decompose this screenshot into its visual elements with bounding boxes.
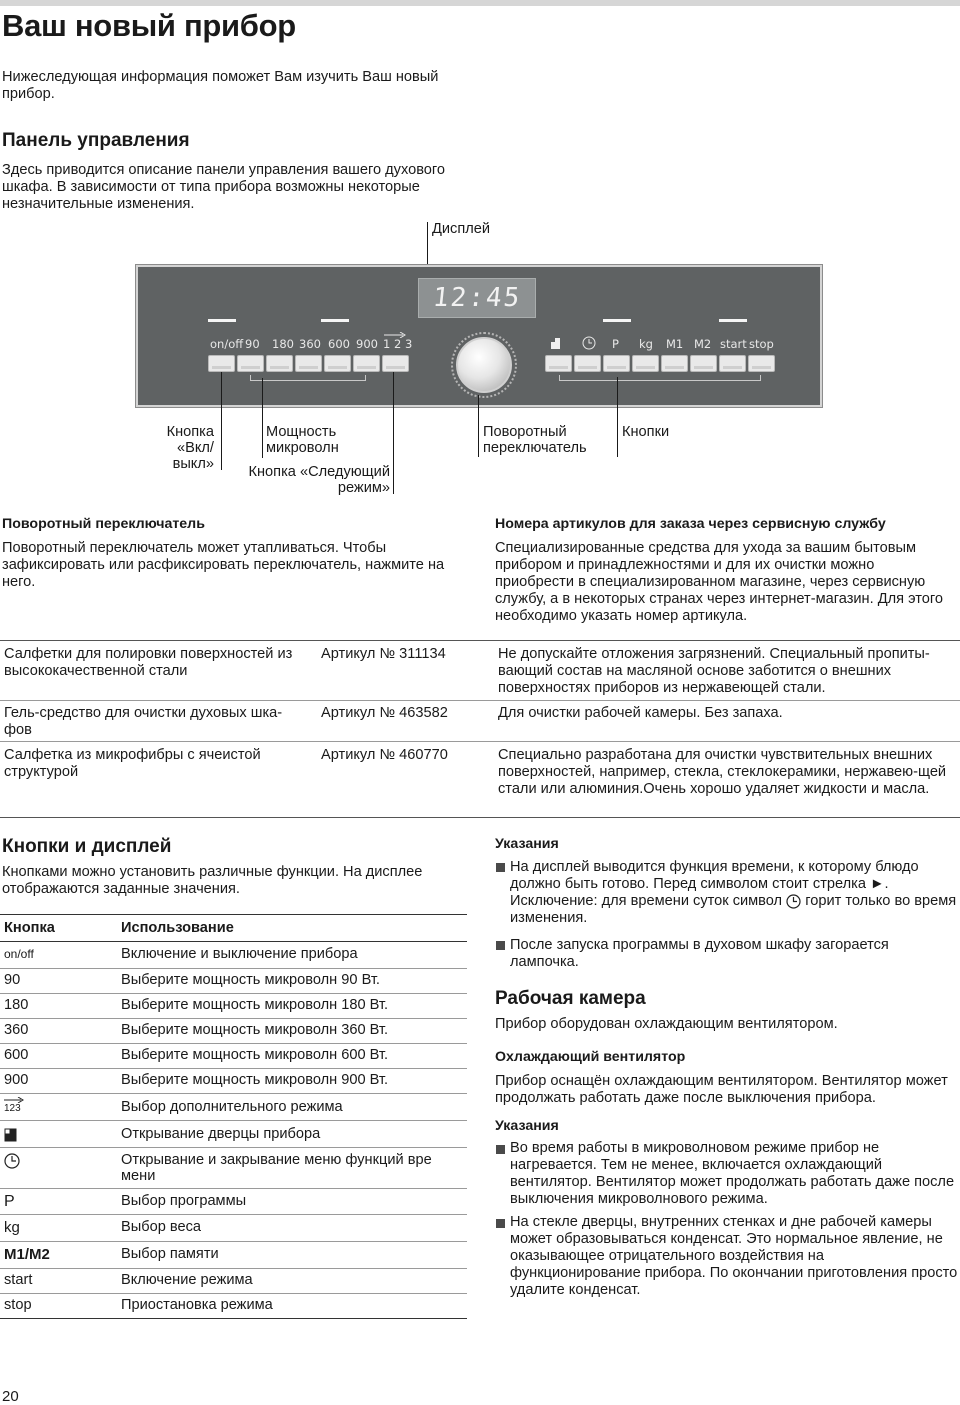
power-callout: Мощность микроволн bbox=[266, 424, 339, 456]
button-m1 bbox=[661, 355, 688, 372]
next-mode-leader-line bbox=[393, 372, 394, 494]
label-stop: stop bbox=[749, 337, 774, 351]
article-name: Салфетки для полировки поверхностей из высококачественной стали bbox=[4, 646, 293, 679]
row-key: M1/M2 bbox=[4, 1246, 50, 1263]
arrow-right-icon bbox=[384, 332, 406, 338]
control-panel-image bbox=[136, 265, 822, 407]
intro-text: Нижеследующая информация поможет Вам изучить Ваш новый прибор. bbox=[2, 69, 439, 102]
row-key: 123 bbox=[4, 1103, 21, 1114]
label-p: P bbox=[612, 337, 619, 351]
label-m2: M2 bbox=[694, 337, 712, 351]
table-row bbox=[0, 994, 467, 1019]
button-stop bbox=[748, 355, 775, 372]
row-use: Включение и выключение прибора bbox=[121, 946, 358, 962]
chamber-heading: Рабочая камера bbox=[495, 988, 646, 1009]
panel-display bbox=[418, 278, 536, 318]
button-900 bbox=[353, 355, 380, 372]
article-code: Артикул № 460770 bbox=[321, 747, 448, 763]
row-key: on/off bbox=[4, 947, 34, 961]
door-icon bbox=[550, 337, 562, 350]
row-use: Включение режима bbox=[121, 1272, 253, 1288]
row-use: Выберите мощность микроволн 360 Вт. bbox=[121, 1022, 389, 1038]
note-item: После запуска программы в духовом шкафу загорается лампочка. bbox=[510, 937, 889, 970]
col-key-header: Кнопка bbox=[4, 920, 55, 936]
table-row bbox=[0, 1242, 467, 1269]
indicator-light bbox=[719, 319, 747, 322]
notes-heading: Указания bbox=[495, 836, 559, 852]
page-title: Ваш новый прибор bbox=[2, 8, 296, 43]
article-name: Гель-средство для очистки духовых шка-фов bbox=[4, 705, 283, 738]
label-360: 360 bbox=[299, 337, 321, 351]
row-key: 900 bbox=[4, 1072, 29, 1088]
display-time: 12:45 bbox=[431, 283, 523, 313]
article-code: Артикул № 311134 bbox=[321, 646, 446, 662]
table-row bbox=[0, 1189, 467, 1215]
row-use: Выбор веса bbox=[121, 1219, 201, 1235]
article-desc: Для очистки рабочей камеры. Без запаха. bbox=[498, 705, 783, 721]
row-use: Открывание и закрывание меню функций вре мени bbox=[121, 1152, 432, 1184]
table-row bbox=[0, 1019, 467, 1044]
row-use: Выберите мощность микроволн 180 Вт. bbox=[121, 997, 389, 1013]
row-use: Выбор памяти bbox=[121, 1246, 219, 1262]
buttons-display-heading: Кнопки и дисплей bbox=[2, 836, 172, 857]
table-row bbox=[0, 942, 467, 969]
button-m2 bbox=[690, 355, 717, 372]
clock-icon bbox=[786, 894, 801, 909]
button-360 bbox=[295, 355, 322, 372]
door-icon bbox=[4, 1128, 17, 1142]
chamber-text: Прибор оборудован охлаждающим вентилятором. bbox=[495, 1016, 838, 1032]
indicator-light bbox=[603, 319, 631, 322]
buttons-bracket bbox=[559, 375, 761, 381]
service-text: Специализированные средства для ухода за вашим бытовым прибором и принадлежностями и для их очистки можно приобрести в специализированном магазине, через сервисную службу, а в некоторых странах через интернет-магазин. Для этого необходимо указать номер артикула. bbox=[495, 540, 943, 624]
bullet-marker bbox=[496, 863, 505, 872]
bullet-marker bbox=[496, 1145, 505, 1154]
rotary-knob bbox=[456, 337, 512, 393]
table-row bbox=[0, 1215, 467, 1242]
articles-table-bottom bbox=[0, 817, 960, 818]
table-row bbox=[0, 1121, 467, 1148]
row-use: Выберите мощность микроволн 900 Вт. bbox=[121, 1072, 389, 1088]
label-900: 900 bbox=[356, 337, 378, 351]
label-on-off: on/off bbox=[210, 337, 244, 351]
table-row bbox=[0, 1148, 467, 1189]
rotary-leader-line bbox=[478, 395, 479, 457]
buttons-display-text: Кнопками можно установить различные функции. На дисплее отображаются заданные значения. bbox=[2, 864, 423, 897]
article-code: Артикул № 463582 bbox=[321, 705, 448, 721]
row-key: 180 bbox=[4, 997, 29, 1013]
article-desc: Специально разработана для очистки чувствительных внешних поверхностей, например, стекла, стеклокерамики, нержавею-щей стали или алюминия.Очень хорошо удаляет жидкости и масла. bbox=[498, 747, 947, 797]
rotary-heading: Поворотный переключатель bbox=[2, 516, 205, 532]
clock-icon bbox=[4, 1153, 20, 1169]
on-off-callout: Кнопка «Вкл/ выкл» bbox=[166, 424, 214, 472]
indicator-light bbox=[208, 319, 236, 322]
table-row bbox=[0, 1094, 467, 1121]
button-next-mode bbox=[382, 355, 409, 372]
row-use: Выбор программы bbox=[121, 1193, 247, 1209]
row-key: 360 bbox=[4, 1022, 29, 1038]
power-leader-line bbox=[262, 378, 263, 458]
control-panel-text: Здесь приводится описание панели управления вашего духового шкафа. В зависимости от типа прибора возможны некоторые незначительные изменения. bbox=[2, 162, 446, 212]
button-on-off bbox=[208, 355, 235, 372]
note-text: На дисплей выводится функция времени, к которому блюдо должно быть готово. Перед символом стоит стрелка ►. Исключение: для времени суток символ bbox=[510, 859, 919, 909]
next-mode-callout: Кнопка «Следующий режим» bbox=[248, 464, 390, 496]
indicator-light bbox=[321, 319, 349, 322]
buttons-table-header bbox=[0, 914, 467, 942]
label-180: 180 bbox=[272, 337, 294, 351]
row-key: 600 bbox=[4, 1047, 29, 1063]
notes-heading: Указания bbox=[495, 1118, 559, 1134]
label-kg: kg bbox=[639, 337, 653, 351]
label-90: 90 bbox=[245, 337, 260, 351]
articles-row-divider bbox=[0, 741, 960, 742]
clock-icon bbox=[582, 336, 596, 350]
note-text-continued: горит только во время изменения. bbox=[510, 893, 957, 926]
table-row bbox=[0, 1294, 467, 1319]
power-bracket bbox=[250, 375, 366, 381]
label-next-mode: 1 2 3 bbox=[383, 337, 413, 351]
table-row bbox=[0, 1044, 467, 1069]
top-bar bbox=[0, 0, 960, 6]
row-key: kg bbox=[4, 1219, 20, 1236]
button-90 bbox=[237, 355, 264, 372]
row-use: Выберите мощность микроволн 600 Вт. bbox=[121, 1047, 389, 1063]
row-key: 90 bbox=[4, 972, 21, 988]
table-row bbox=[0, 1269, 467, 1294]
button-600 bbox=[324, 355, 351, 372]
table-row bbox=[0, 1069, 467, 1094]
button-kg bbox=[632, 355, 659, 372]
bullet-marker bbox=[496, 1219, 505, 1228]
note-item: Во время работы в микроволновом режиме прибор не нагревается. Тем не менее, включается охлаждающий вентилятор. Вентилятор может продолжать работать даже после выключения микроволнового режима. bbox=[510, 1140, 955, 1207]
articles-table-top bbox=[0, 640, 960, 641]
row-key: stop bbox=[4, 1297, 32, 1313]
article-desc: Не допускайте отложения загрязнений. Специальный пропиты-вающий состав на масляной основе заботится о внешних поверхностях приборов из нержавеющей стали. bbox=[498, 646, 930, 696]
label-600: 600 bbox=[328, 337, 350, 351]
fan-heading: Охлаждающий вентилятор bbox=[495, 1049, 686, 1065]
row-use: Приостановка режима bbox=[121, 1297, 273, 1313]
note-item bbox=[510, 859, 958, 927]
buttons-callout: Кнопки bbox=[622, 424, 670, 440]
label-start: start bbox=[720, 337, 747, 351]
rotary-text: Поворотный переключатель может утапливаться. Чтобы зафиксировать или расфиксировать переключатель, нажмите на него. bbox=[2, 540, 445, 590]
display-callout: Дисплей bbox=[432, 221, 491, 237]
button-door bbox=[545, 355, 572, 372]
page-number: 20 bbox=[2, 1388, 19, 1405]
control-panel-heading: Панель управления bbox=[2, 130, 190, 151]
button-p bbox=[603, 355, 630, 372]
row-key: P bbox=[4, 1193, 15, 1210]
row-use: Открывание дверцы прибора bbox=[121, 1126, 321, 1142]
buttons-leader-line bbox=[617, 377, 618, 457]
fan-text: Прибор оснащён охлаждающим вентилятором. Вентилятор может продолжать работать даже после выключения прибора. bbox=[495, 1073, 948, 1106]
note-item: На стекле дверцы, внутренних стенках и дне рабочей камеры может образовываться конденсат. Это нормальное явление, не оказывающее отрицательного воздействия на функционирование прибора. По окончании приготовления просто удалите конденсат. bbox=[510, 1214, 958, 1298]
button-clock bbox=[574, 355, 601, 372]
row-use: Выберите мощность микроволн 90 Вт. bbox=[121, 972, 380, 988]
service-heading: Номера артикулов для заказа через сервисную службу bbox=[495, 516, 886, 532]
row-key: start bbox=[4, 1272, 33, 1288]
rotary-callout: Поворотный переключатель bbox=[483, 424, 587, 456]
table-row bbox=[0, 969, 467, 994]
button-start bbox=[719, 355, 746, 372]
article-name: Салфетка из микрофибры с ячеистой структурой bbox=[4, 747, 261, 780]
row-use: Выбор дополнительного режима bbox=[121, 1099, 343, 1115]
label-m1: M1 bbox=[666, 337, 684, 351]
bullet-marker bbox=[496, 941, 505, 950]
button-180 bbox=[266, 355, 293, 372]
on-off-leader-line bbox=[221, 372, 222, 470]
col-use-header: Использование bbox=[121, 920, 234, 936]
articles-row-divider bbox=[0, 700, 960, 701]
